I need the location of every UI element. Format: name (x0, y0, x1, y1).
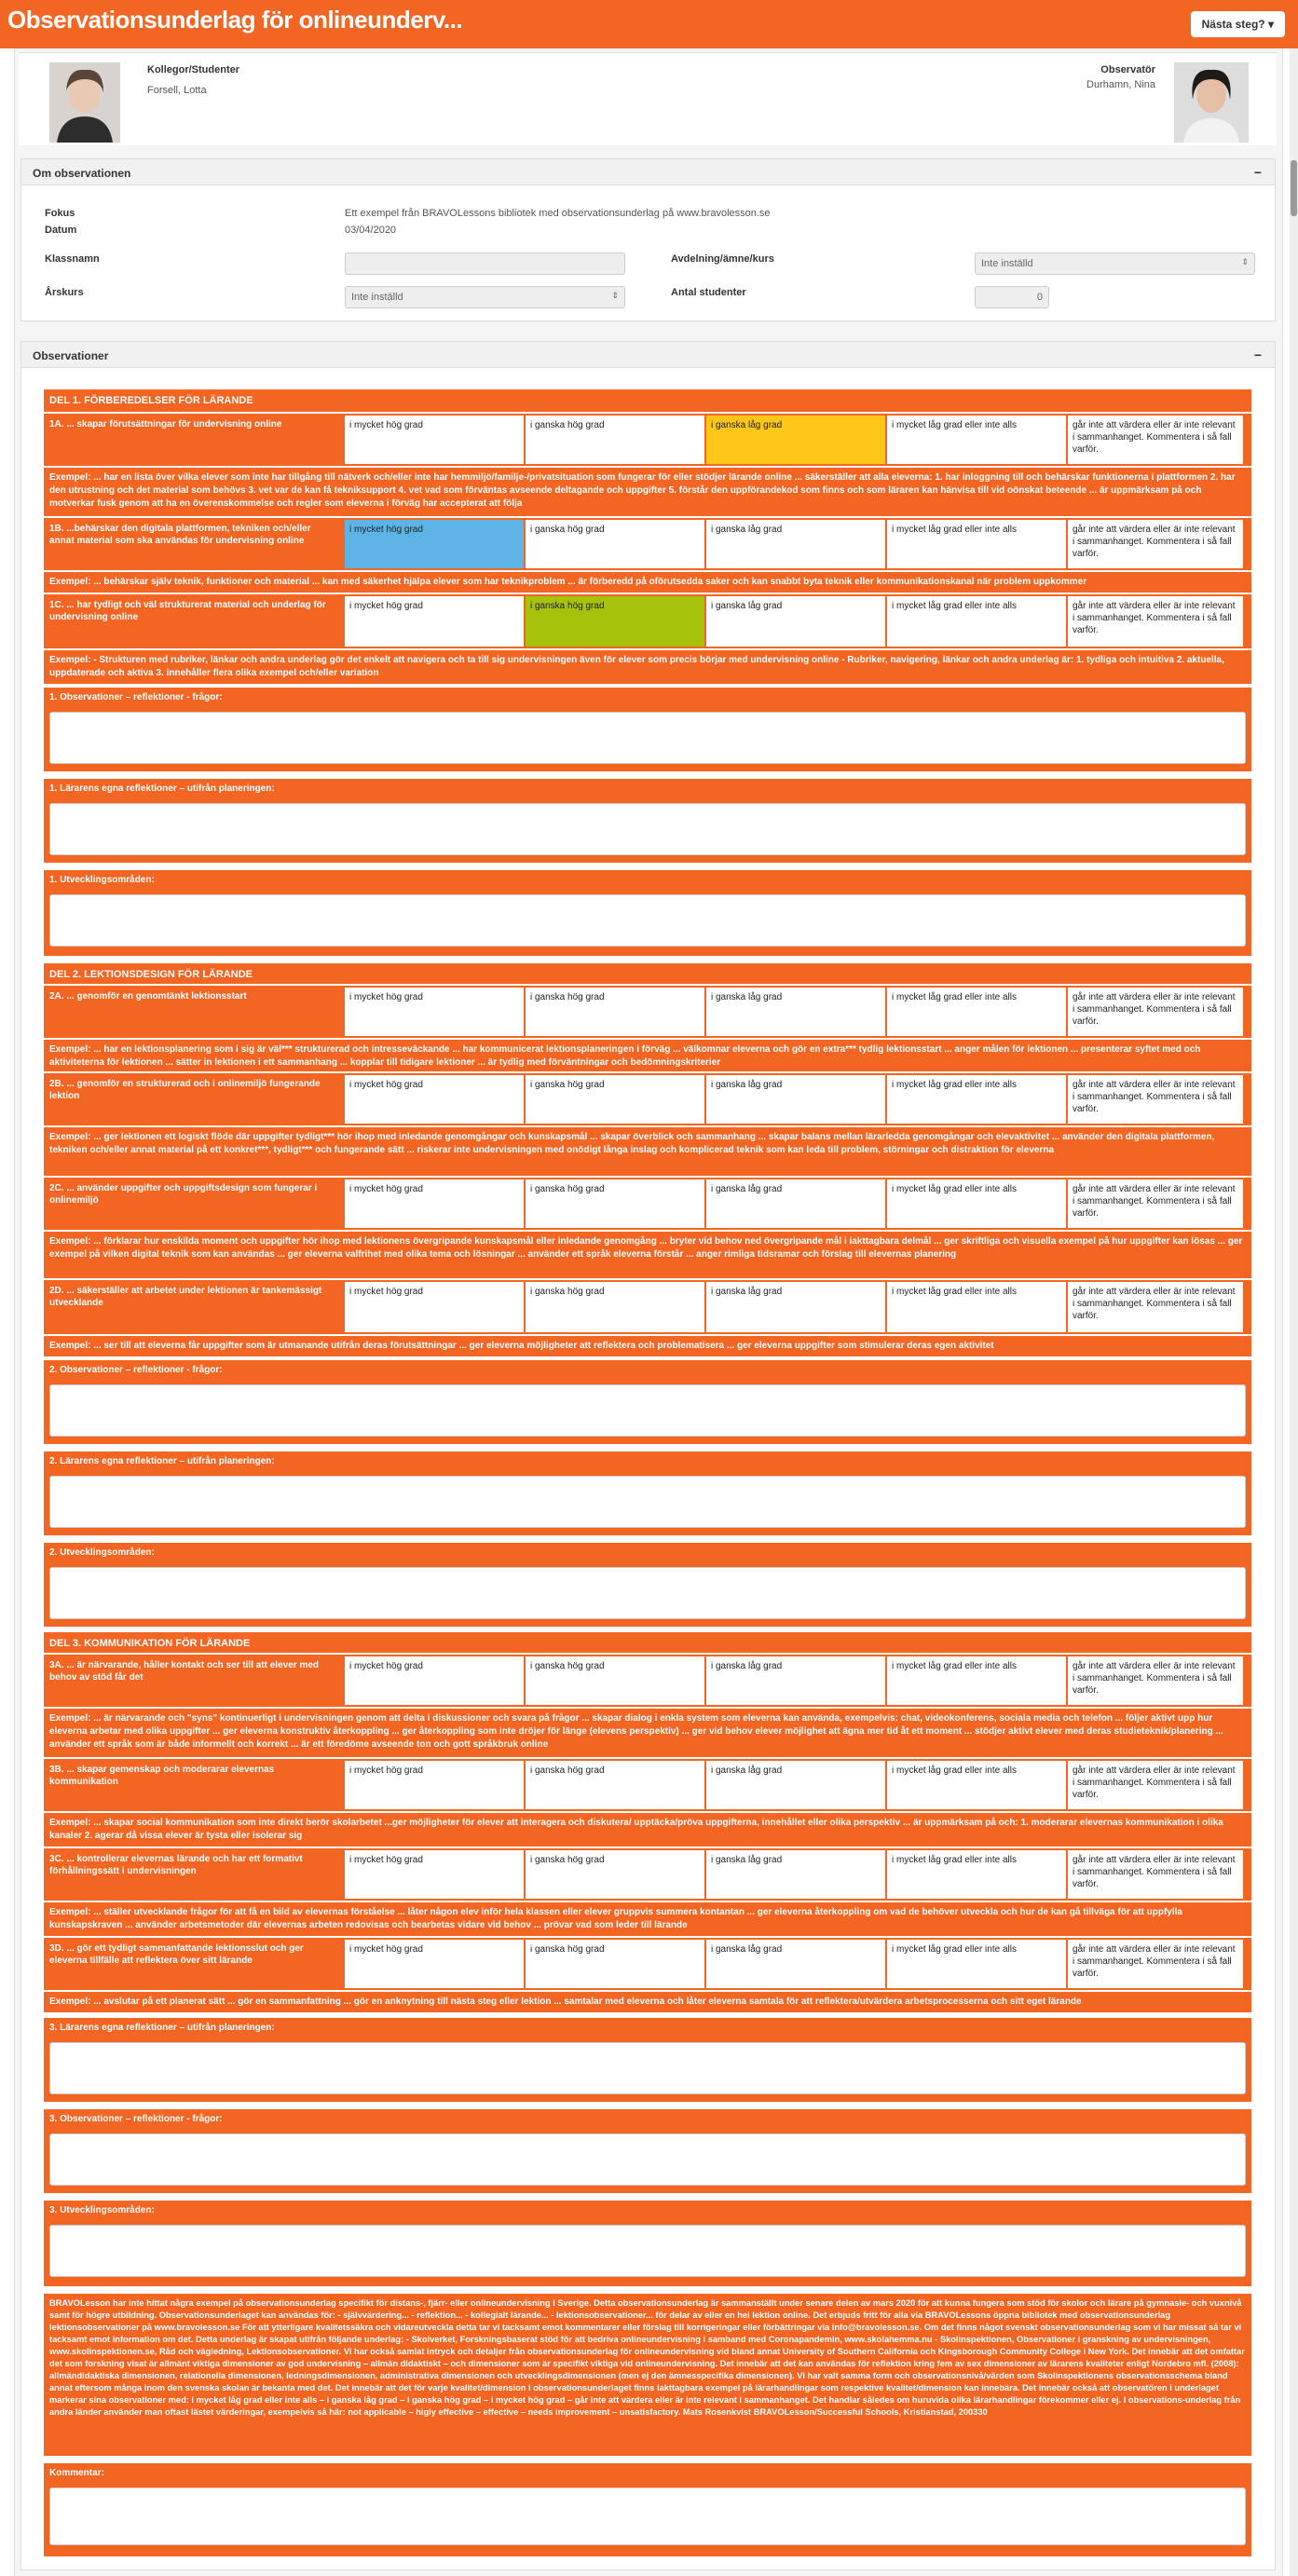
observation-panel (20, 158, 1276, 321)
criterion-label: 3B. ... skapar gemenskap och moderarar elevernas kommunikation (49, 1765, 275, 1787)
colleague-avatar (49, 62, 120, 143)
reflection-textarea[interactable] (49, 1476, 1246, 1528)
observer-name: Durhamn, Nina (1086, 79, 1155, 90)
select-arrows-icon: ⇕ (611, 291, 619, 300)
rating-option-selected[interactable]: i ganska låg grad (706, 416, 885, 464)
rating-option[interactable]: går inte att värdera eller är inte relevant i sammanhanget. Kommentera i så fall varför. (1068, 1850, 1243, 1899)
rating-option[interactable]: i mycket låg grad eller inte alls (887, 1850, 1066, 1899)
rating-option[interactable]: i ganska låg grad (706, 988, 885, 1036)
question-label: 3. Observationer – reflektioner - frågor: (49, 2114, 223, 2124)
question-label: 2. Observationer – reflektioner - frågor: (49, 1365, 223, 1375)
question-label: 3. Utvecklingsområden: (49, 2205, 155, 2215)
question-block (44, 2109, 1251, 2193)
comment-textarea[interactable] (49, 2487, 1246, 2545)
collapse-icon[interactable]: − (1253, 165, 1262, 180)
criterion-label: 2D. ... säkerställer att arbetet under lektionen är tankemässigt utvecklande (49, 1286, 322, 1308)
scrollbar[interactable] (1290, 48, 1298, 2576)
reflection-textarea[interactable] (49, 1567, 1246, 1619)
rating-option[interactable]: i ganska låg grad (706, 1282, 885, 1332)
criterion-label: 1C. ... har tydligt och väl strukturerat material och underlag för undervisning online (49, 600, 326, 622)
rating-option[interactable]: går inte att värdera eller är inte relevant i sammanhanget. Kommentera i så fall varför. (1068, 1179, 1243, 1228)
observations-panel-header[interactable] (21, 342, 1275, 368)
example-text: Exempel: - Strukturen med rubriker, länkar och andra underlag gör det enkelt att navigera och ta till sig undervisningen även för elever som precis börjar med undervisning online - Rubriker, navigering, länkar och andra underlag är: 1. tydliga och intuitiva 2. aktuella, uppdaterade och aktiva 3. innehåller flera olika exempel och/eller variation (44, 650, 1251, 684)
observer-label: Observatör (1100, 64, 1155, 75)
footer-info-text: BRAVOLesson har inte hittat några exempel på observationsunderlag specifikt för distans-, fjärr- eller onlineundervisning i Sverige. Detta observationsunderlag är sammanställt under senare delen av mars 2020 för att kunna fungera som stöd för skolor och lärare på gymnasie- och vuxnivå samt för högre utbildning. Observationsunderlaget kan användas för: - självvärdering... - reflektion... - kollegialt lärande... - lektionsobservationer... för delar av eller en hel lektion online. Det erbjuds fritt för alla via BRAVOLessons öppna bibliotek med observationsunderlag lektionsobservationer på www.bravolesson.se För att ytterligare kvalitetssäkra och vidareutveckla detta tar vi tacksamt emot kommentarer eller förslag till korrigeringar eller förbättringar via info@bravolesson.se. Om det finns något svenskt observationsunderlag som vi har missat så tar vi tacksamt emot information om det. Detta underlag är skapat utifrån följande underlag: - Skolverket, Forskningsbaserat stöd för att bedriva onlineundervisning i samband med Coronapandemin, www.skolahemma.nu - Skolinspektionen, Observationer i granskning av undervisningen, www.skolinspektionen.se, Råd och vägledning, Lektionsobservationer. Vi har också samlat intryck och detaljer från observationsunderlag för onlineundervisning vid bland annat University of Southern California och Kingsborough Community College i New York. Det innebär att det omfattar det som forskning visat är allmänt viktiga dimensioner av god undervisning – allmän didaktiskt – och dimensioner som är specifikt viktiga vid onlineundervisning. Det innebär att det kan användas för reflektion kring fem av sex dimensioner av lärarens kvaliteter enligt Nordebro mfl. (2008): allmändidaktiska dimensionen, relationella dimensionen, ledningsdimensionen, administrativa dimensionen och utvecklingsdimensionen (men ej den ämnesspecifika dimensionen). Vi har valt samma form och observationsnivå/värden som Skolinspektionens observationsschema bland annat eftersom många inom den svenska skolan är bekanta med det. Det innebär att det för varje kvalitet/dimension i observationsunderlaget finns iakttagbara exempel på lärarhandlingar som respektive kvalitet/dimension kan innebära. Det innebär också att observatören i underlaget markerar sina observationer med: i mycket låg grad eller inte alls – i ganska låg grad – i ganska hög grad – i mycket hög grad – går inte att värdera eller är inte relevant i sammanhanget. Det handlar således om huruvida olika lärarhandlingar förekommer eller ej. I observations-underlag från andra länder använder man oftast lästet värderingar, exempelvis så här: not applicable – higly effective – effective – needs improvement – unsatisfactory. Mats Rosenkvist BRAVOLesson/Successful Schools, Kristianstad, 200330 (44, 2294, 1251, 2456)
rating-option-selected[interactable]: i mycket hög grad (345, 520, 524, 568)
example-text: Exempel: ... har en lektionsplanering som i sig är väl*** strukturerad och intressevâckande ... har kommunicerat lektionsplaneringen i förväg ... välkomnar eleverna och gör en extra*** tydlig lektionsstart ... anger målen för lektionen ... presenterar syftet med och aktiviteterna för lektionen ... sätter in lektionen i ett sammanhang ... kopplar till tidigare lektioner ... är tydlig med förväntningar och bedömningskriterier (44, 1040, 1251, 1071)
rating-option[interactable]: i mycket hög grad (345, 1075, 524, 1124)
rating-option[interactable]: går inte att värdera eller är inte relevant i sammanhanget. Kommentera i så fall varför. (1068, 520, 1243, 568)
comment-label: Kommentar: (49, 2468, 104, 2478)
rating-option[interactable]: i ganska hög grad (526, 1282, 704, 1332)
reflection-textarea[interactable] (49, 803, 1246, 855)
rating-option[interactable]: i ganska hög grad (526, 1656, 704, 1705)
criterion-label: 3D. ... gör ett tydligt sammanfattande lektionsslut och ger eleverna tillfälle att reflektera över sitt lärande (49, 1943, 304, 1966)
rating-option[interactable]: går inte att värdera eller är inte relevant i sammanhanget. Kommentera i så fall varför. (1068, 1075, 1243, 1124)
example-text: Exempel: ... förklarar hur enskilda moment och uppgifter hör ihop med lektionens övergripande kunskapsmål eller inledande genomgång ... bryter vid behov ned övergripande mål i iakttagbara delmål ... ger skriftliga och visuella exempel på hur uppgifter kan lösas ... ger exempel på vilken digital teknik som kan användas ... ger eleverna valfrihet med olika tema och lösningar ... använder ett språk eleverna förstår ... anger rimliga tidsramar och förslag till elevernas planering (44, 1232, 1251, 1278)
participants-section (19, 52, 1277, 145)
rating-option[interactable]: i ganska hög grad (526, 416, 704, 464)
question-label: 2. Lärarens egna reflektioner – utifrån planeringen: (49, 1456, 275, 1466)
rating-option-selected[interactable]: i ganska hög grad (526, 596, 704, 647)
rating-option[interactable]: i mycket låg grad eller inte alls (887, 416, 1066, 464)
klassnamn-input[interactable] (345, 252, 625, 275)
criterion-row (44, 594, 1251, 648)
criterion-label: 1B. ...behärskar den digitala plattformen, tekniken och/eller annat material som ska användas för undervisning online (49, 524, 311, 546)
fokus-label: Fokus (45, 208, 75, 219)
rating-option[interactable]: i mycket hög grad (345, 1940, 524, 1988)
rating-option[interactable]: i mycket hög grad (345, 1656, 524, 1705)
rubric-table (44, 389, 1251, 2561)
example-text: Exempel: ... behärskar själv teknik, funktioner och material ... kan med säkerhet hjälpa elever som har teknikproblem ... är förberedd på oförutsedda saker och kan snabbt byta teknik eller kommunikationskanal när problem uppkommer (44, 572, 1251, 593)
example-text: Exempel: ... ser till att eleverna får uppgifter som är utmanande utifrån deras förutsättningar ... ger eleverna möjligheter att reflektera och problematisera ... ger eleverna uppgifter som stimulerar deras egen aktivitet (44, 1336, 1251, 1356)
question-label: 1. Observationer – reflektioner - frågor: (49, 692, 223, 702)
section-header: DEL 3. KOMMUNIKATION FÖR LÄRANDE (44, 1632, 1251, 1653)
rating-option[interactable]: i ganska hög grad (526, 988, 704, 1036)
question-label: 1. Utvecklingsområden: (49, 875, 155, 885)
collapse-icon[interactable]: − (1253, 348, 1262, 362)
rating-option[interactable]: går inte att värdera eller är inte relevant i sammanhanget. Kommentera i så fall varför. (1068, 1656, 1243, 1705)
criterion-label: 2B. ... genomför en strukturerad och i onlinemiljö fungerande lektion (49, 1079, 321, 1101)
rating-option[interactable]: i mycket låg grad eller inte alls (887, 1761, 1066, 1809)
rating-option[interactable]: i ganska hög grad (526, 1850, 704, 1899)
antal-input[interactable]: 0 (975, 286, 1049, 308)
scrollbar-thumb[interactable] (1291, 160, 1297, 216)
rating-option[interactable]: i mycket låg grad eller inte alls (887, 520, 1066, 568)
question-block (44, 1360, 1251, 1444)
question-block (44, 688, 1251, 771)
example-text: Exempel: ... avslutar på ett planerat sätt ... gör en sammanfattning ... gör en anknytning till nästa steg eller lektion ... samtalar med eleverna och låter eleverna samtala för att reflektera/utvärdera arbetsprocesserna och sitt eget lärande (44, 1992, 1251, 2012)
rating-option[interactable]: i ganska låg grad (706, 520, 885, 568)
datum-value: 03/04/2020 (345, 225, 397, 236)
rating-option[interactable]: i mycket låg grad eller inte alls (887, 596, 1066, 647)
rating-option[interactable]: i ganska hög grad (526, 1075, 704, 1124)
reflection-textarea[interactable] (49, 2225, 1246, 2277)
example-text: Exempel: ... skapar social kommunikation som inte direkt berör skolarbetet ...ger möjligheter för elever att interagera och diskutera/ upptäcka/pröva uppgifterna, innehållet eller olika perspektiv ... är uppmärksam på och: 1. moderarar elevernas kommunikation i olika kanaler 2. agerar då vissa elever är tysta eller isolerar sig (44, 1813, 1251, 1847)
reflection-textarea[interactable] (49, 894, 1246, 947)
question-label: 3. Lärarens egna reflektioner – utifrån planeringen: (49, 2023, 275, 2033)
rating-option[interactable]: i ganska låg grad (706, 1656, 885, 1705)
rating-option[interactable]: i mycket hög grad (345, 1850, 524, 1899)
rating-option[interactable]: i mycket hög grad (345, 1761, 524, 1809)
rating-option[interactable]: i ganska låg grad (706, 1075, 885, 1124)
criterion-label: 3A. ... är närvarande, håller kontakt och ser till att elever med behov av stöd får det (49, 1660, 320, 1683)
question-block (44, 2201, 1251, 2286)
rating-option[interactable]: i mycket hög grad (345, 1282, 524, 1332)
rating-option[interactable]: går inte att värdera eller är inte relevant i sammanhanget. Kommentera i så fall varför. (1068, 988, 1243, 1036)
rating-option[interactable]: i mycket låg grad eller inte alls (887, 1940, 1066, 1988)
section-header: DEL 1. FÖRBEREDELSER FÖR LÄRANDE (44, 389, 1251, 412)
criterion-row (44, 1178, 1251, 1230)
avdelning-value: Inte inställd (981, 258, 1033, 269)
criterion-label: 1A. ... skapar förutsättningar för undervisning online (49, 419, 282, 429)
question-block (44, 779, 1251, 863)
rating-option[interactable]: i mycket hög grad (345, 1179, 524, 1228)
observations-panel-title: Observationer (33, 349, 109, 362)
rating-option[interactable]: i ganska hög grad (526, 1179, 704, 1228)
criterion-row (44, 1073, 1251, 1125)
criterion-row (44, 1759, 1251, 1811)
section-header: DEL 2. LEKTIONSDESIGN FÖR LÄRANDE (44, 963, 1251, 984)
rating-option[interactable]: i mycket hög grad (345, 988, 524, 1036)
rating-option[interactable]: i ganska hög grad (526, 1940, 704, 1988)
fokus-value: Ett exempel från BRAVOLessons bibliotek med observationsunderlag på www.bravolesson.se (345, 208, 771, 219)
arskurs-select[interactable] (345, 286, 625, 308)
arskurs-label: Årskurs (45, 287, 84, 298)
datum-label: Datum (45, 225, 77, 236)
criterion-row (44, 986, 1251, 1038)
avdelning-select[interactable] (975, 252, 1255, 275)
rating-option[interactable]: går inte att värdera eller är inte relevant i sammanhanget. Kommentera i så fall varför. (1068, 1940, 1243, 1988)
rating-option[interactable]: i mycket hög grad (345, 416, 524, 464)
rating-option[interactable]: i ganska låg grad (706, 1179, 885, 1228)
reflection-textarea[interactable] (49, 2133, 1246, 2186)
arskurs-value: Inte inställd (351, 292, 403, 303)
rating-option[interactable]: i ganska låg grad (706, 1850, 885, 1899)
question-block (44, 1452, 1251, 1535)
example-text: Exempel: ... ger lektionen ett logiskt flöde där uppgifter tydligt*** hör ihop med inledande genomgångar och kunskapsmål ... skapar överblick och sammanhang ... skapar balans mellan lärarledda genomgångar och elevaktivitet ... använder den digitala plattformen, tekniken och/eller annat material på ett konkret***, tydligt*** och fungerande sätt ... riskerar inte undervisningen med onödigt långa inslag och komplicerad teknik som kan leda till problem, störningar och distraktion för eleverna (44, 1127, 1251, 1176)
page-title: Observationsunderlag för onlineunderv... (7, 6, 463, 34)
rating-option[interactable]: i ganska låg grad (706, 596, 885, 647)
avdelning-label: Avdelning/ämne/kurs (671, 253, 774, 265)
observer-avatar (1174, 62, 1249, 143)
colleagues-label: Kollegor/Studenter (147, 64, 240, 75)
rating-option[interactable]: i ganska hög grad (526, 1761, 704, 1809)
question-block (44, 870, 1251, 956)
observation-panel-title: Om observationen (33, 167, 131, 180)
example-text: Exempel: ... är närvarande och "syns" kontinuerligt i undervisningen genom att delta i diskussioner och svara på frågor ... skapar dialog i enkla system som eleverna kan använda, exempelvis: chat, videokonferens, sociala media och telefon ... följer aktivt upp hur eleverna arbetar med olika uppgifter ... ger eleverna konstruktiv återkoppling ... ger återkoppling som inte dröjer för länge (elevens perspektiv) ... ger vid behov elever möjlighet att ägna mer tid åt ett moment ... stödjer aktivt elever med deras studieteknik/planering ... använder ett språk som är både informellt och korrekt ... är ett föredöme avseende ton och gott språkbruk online (44, 1709, 1251, 1757)
antal-label: Antal studenter (671, 287, 746, 298)
next-step-button[interactable]: Nästa steg? ▾ (1191, 11, 1285, 37)
criterion-label: 3C. ... kontrollerar elevernas lärande och har ett formativt förhållningssätt i undervisningen (49, 1854, 303, 1876)
klassnamn-label: Klassnamn (45, 253, 100, 265)
criterion-row (44, 1280, 1251, 1334)
criterion-row (44, 1938, 1251, 1990)
comment-block (44, 2463, 1251, 2556)
criterion-label: 2A. ... genomför en genomtänkt lektionsstart (49, 991, 247, 1002)
criterion-row (44, 1848, 1251, 1901)
question-block (44, 1543, 1251, 1627)
rating-option[interactable]: går inte att värdera eller är inte relevant i sammanhanget. Kommentera i så fall varför. (1068, 1761, 1243, 1809)
rating-option[interactable]: i mycket låg grad eller inte alls (887, 1656, 1066, 1705)
criterion-row (44, 414, 1251, 466)
rating-option[interactable]: går inte att värdera eller är inte relevant i sammanhanget. Kommentera i så fall varför. (1068, 596, 1243, 647)
reflection-textarea[interactable] (49, 712, 1246, 764)
rating-option[interactable]: i mycket låg grad eller inte alls (887, 1075, 1066, 1124)
example-text: Exempel: ... har en lista över vilka elever som inte har tillgång till nätverk och/eller inte har hemmiljö/familje-/privatsituation som fungerar för eller stödjer lärande online ... säkerställer att alla eleverna: 1. har inloggning till och behärskar funktionerna i plattformen 2. har den utrustning och det material som behövs 3. vet var de kan få tekniksupport 4. vet vad som förväntas avseende deltagande och uppgifter 5. förstår den uppförandekod som finns och som läraren kan hänvisa till vid oönskat beteende ... är uppmärksam på och motverkar fusk genom att ha en överenskommelse och regler som eleverna i förväg har accepterat att följa (44, 468, 1251, 516)
rating-option[interactable]: i mycket låg grad eller inte alls (887, 988, 1066, 1036)
question-label: 2. Utvecklingsområden: (49, 1547, 155, 1558)
rating-option[interactable]: i ganska låg grad (706, 1761, 885, 1809)
rating-option[interactable]: i mycket låg grad eller inte alls (887, 1179, 1066, 1228)
criterion-row (44, 1655, 1251, 1707)
example-text: Exempel: ... ställer utvecklande frågor för att få en bild av elevernas förståelse ... låter någon elev inför hela klassen eller elever gruppvis summera kontantan ... ger eleverna återkoppling om vad de behöver utveckla och hur de kan gå tillväga för att uppfylla kunskapskraven ... använder arbetsmetoder där elevernas arbeten redovisas och bearbetas vidare vid behov ... prövar vad som leder till lärande (44, 1902, 1251, 1936)
criterion-row (44, 518, 1251, 570)
rating-option[interactable]: i ganska hög grad (526, 520, 704, 568)
header-bar (0, 0, 1298, 48)
rating-option[interactable]: går inte att värdera eller är inte relevant i sammanhanget. Kommentera i så fall varför. (1068, 416, 1243, 464)
select-arrows-icon: ⇕ (1241, 257, 1249, 266)
reflection-textarea[interactable] (49, 1384, 1246, 1437)
observation-panel-header[interactable] (21, 159, 1275, 185)
question-block (44, 2018, 1251, 2102)
rating-option[interactable]: i mycket hög grad (345, 596, 524, 647)
reflection-textarea[interactable] (49, 2042, 1246, 2094)
question-label: 1. Lärarens egna reflektioner – utifrån planeringen: (49, 784, 275, 794)
rating-option[interactable]: i mycket låg grad eller inte alls (887, 1282, 1066, 1332)
rating-option[interactable]: går inte att värdera eller är inte relevant i sammanhanget. Kommentera i så fall varför. (1068, 1282, 1243, 1332)
colleague-name: Forsell, Lotta (147, 85, 207, 96)
criterion-label: 2C. ... använder uppgifter och uppgiftsdesign som fungerar i onlinemiljö (49, 1183, 318, 1206)
rating-option[interactable]: i ganska låg grad (706, 1940, 885, 1988)
